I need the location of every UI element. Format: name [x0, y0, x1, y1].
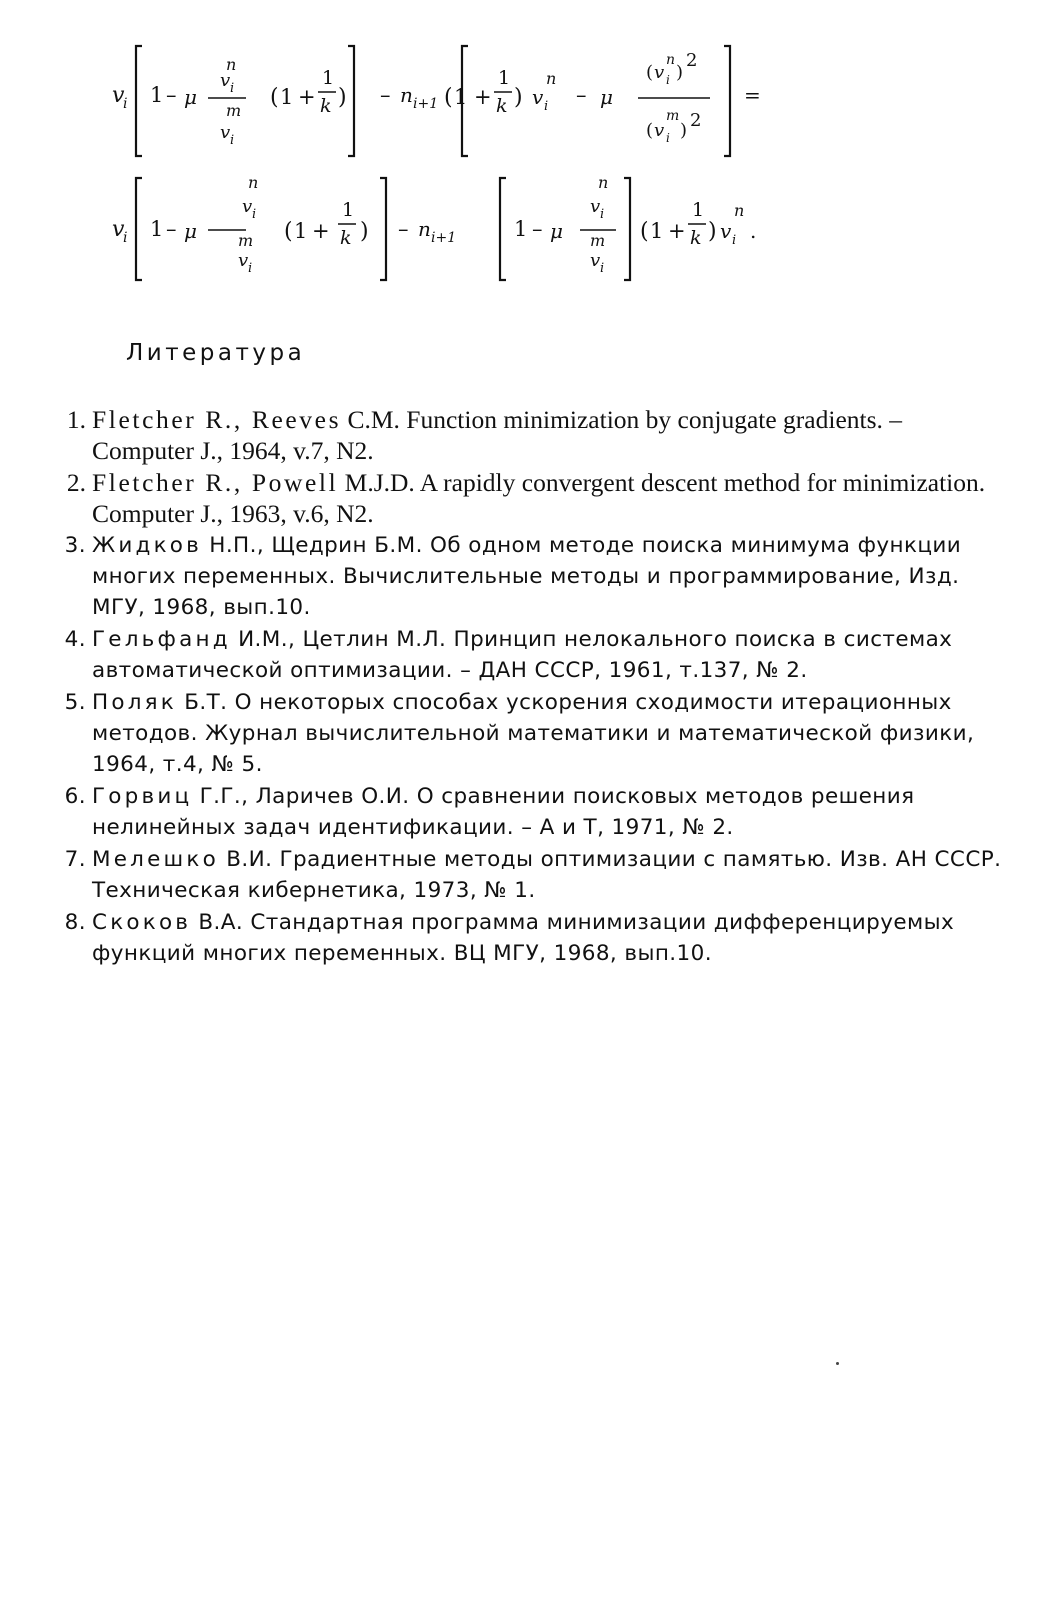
eq1-big-num-v: v — [654, 62, 665, 83]
eq1-big-num-i: i — [666, 73, 670, 87]
eq2-v: v — [112, 217, 125, 242]
reference-authors: Гельфанд — [92, 627, 231, 652]
reference-number: 3. — [64, 533, 86, 558]
eq1-m-bot: m — [226, 101, 242, 120]
eq1-paren2-open: ( — [444, 85, 453, 110]
eq1-big-num-open: ( — [646, 62, 654, 83]
eq2-plus-2: + — [668, 219, 686, 243]
eq2-m-bot: m — [238, 231, 254, 250]
reference-item — [46, 404, 1006, 466]
eq1-minus-3: – — [576, 83, 587, 107]
bracket-right-4 — [624, 178, 630, 280]
reference-item — [46, 687, 1006, 780]
eq2-frac2-num: 1 — [692, 199, 705, 221]
bracket-left-3 — [136, 178, 142, 280]
reference-authors: Fletcher R., Powell — [92, 468, 339, 497]
eq2-n: n — [418, 217, 431, 241]
eq1-vn-sub: i — [544, 99, 549, 114]
eq1-big-den-v: v — [654, 120, 665, 141]
reference-number: 6. — [64, 784, 86, 809]
reference-number: 5. — [64, 690, 86, 715]
bracket-right-3 — [380, 178, 386, 280]
eq1-minus: – — [166, 83, 177, 107]
eq1-plus-2: + — [474, 85, 492, 109]
eq1-minus-2: – — [380, 83, 391, 107]
eq2-period: . — [750, 219, 757, 243]
reference-text: Г.Г., Ларичев О.И. О сравнении поисковых методов решения нелинейных задач идентификации. – А и Т, 1971, № 2. — [92, 784, 915, 840]
reference-number: 8. — [64, 910, 86, 935]
eq1-paren-close: ) — [338, 85, 347, 110]
eq1-big-den-m: m — [666, 108, 680, 124]
eq1-big-den-2: 2 — [690, 110, 702, 131]
eq1-frac2-num: 1 — [498, 67, 511, 89]
eq2-plus: + — [312, 219, 330, 243]
reference-text: В.И. Градиентные методы оптимизации с памятью. Изв. АН СССР. Техническая кибернетика, 1973, № 1. — [92, 847, 1002, 903]
reference-text: Н.П., Щедрин Б.М. Об одном методе поиска минимума функции многих переменных. Вычислительные методы и программирование, Изд. МГУ, 1968, вып.10. — [92, 533, 962, 620]
formula-block — [80, 40, 800, 290]
eq1-big-num-close: ) — [676, 62, 684, 83]
eq1-big-den-close: ) — [680, 120, 688, 141]
reference-item — [46, 467, 1006, 529]
eq1-paren-open: ( — [270, 85, 279, 110]
eq2-v-sub: i — [123, 230, 128, 246]
reference-number: 2. — [66, 468, 86, 497]
eq2-minus: – — [166, 217, 177, 241]
eq2-i-top: i — [252, 207, 257, 222]
eq2-one: 1 — [150, 217, 164, 241]
eq1-v-bot: v — [220, 122, 231, 143]
eq1-big-num-2: 2 — [686, 50, 698, 71]
eq1-frac1-k: k — [320, 95, 332, 117]
eq2-n-sub: i+1 — [431, 230, 457, 246]
eq2-one-c: 1 — [514, 217, 528, 241]
reference-item — [46, 781, 1006, 843]
eq2-vn: v — [720, 219, 732, 243]
eq1-frac2-k: k — [496, 95, 508, 117]
eq1-n: n — [400, 83, 413, 107]
reference-text: M.J.D. A rapidly convergent descent method for minimization. Computer J., 1963, v.6, N2. — [92, 468, 986, 528]
bracket-right-1 — [348, 46, 354, 156]
eq2-i-bot: i — [248, 261, 253, 276]
eq2-frac-num: 1 — [342, 199, 355, 221]
eq1-equals: = — [744, 83, 761, 107]
reference-item — [46, 624, 1006, 686]
eq2-m-bot-2: m — [590, 231, 606, 250]
eq1-one-c: 1 — [454, 85, 468, 109]
reference-item — [46, 530, 1006, 623]
reference-text: Б.Т. О некоторых способах ускорения сходимости итерационных методов. Журнал вычислительной математики и математической физики, 1964, т.4, № 5. — [92, 690, 975, 777]
reference-text: В.А. Стандартная программа минимизации дифференцируемых функций многих переменных. ВЦ МГУ, 1968, вып.10. — [92, 910, 955, 966]
eq2-n-top: n — [248, 173, 259, 192]
reference-authors: Fletcher R., Reeves — [92, 405, 342, 434]
eq2-paren2-open: ( — [640, 219, 649, 244]
reference-authors: Мелешко — [92, 847, 219, 872]
eq1-n-sub: i+1 — [413, 96, 439, 112]
eq1-mu: μ — [184, 85, 197, 109]
scan-speck — [836, 1362, 839, 1365]
eq2-minus-3: – — [532, 217, 543, 241]
eq1-v-sub: i — [123, 96, 128, 112]
eq1-i-bot: i — [230, 133, 235, 148]
eq1-frac1-num: 1 — [322, 67, 335, 89]
eq1-v: v — [112, 83, 125, 108]
reference-item — [46, 907, 1006, 969]
eq1-mu-2: μ — [600, 85, 613, 109]
eq2-i-top-2: i — [600, 207, 605, 222]
eq1-big-den-i: i — [666, 131, 670, 145]
eq1-plus: + — [298, 85, 316, 109]
reference-text: И.М., Цетлин М.Л. Принцип нелокального поиска в системах автоматической оптимизации. – ДАН СССР, 1961, т.137, № 2. — [92, 627, 953, 683]
reference-authors: Горвиц — [92, 784, 193, 809]
section-title: Литература — [126, 340, 306, 366]
eq1-n-top: n — [226, 55, 237, 74]
eq2-frac2-k: k — [690, 227, 702, 249]
eq2-vn-sub: i — [732, 233, 737, 248]
eq2-paren2-close: ) — [708, 219, 717, 244]
eq2-mu: μ — [184, 219, 197, 243]
references-list — [46, 404, 1006, 970]
eq1-paren2-close: ) — [514, 85, 523, 110]
eq1-one: 1 — [150, 83, 164, 107]
eq2-i-bot-2: i — [600, 261, 605, 276]
eq1-v-top: v — [220, 70, 231, 91]
eq1-one-b: 1 — [280, 85, 294, 109]
eq1-big-den-open: ( — [646, 120, 654, 141]
reference-authors: Скоков — [92, 910, 192, 935]
eq2-v-top: v — [242, 196, 253, 217]
eq2-one-b: 1 — [294, 219, 308, 243]
bracket-right-2 — [724, 46, 730, 156]
eq1-vn-sup: n — [546, 69, 557, 88]
reference-item — [46, 844, 1006, 906]
eq2-paren-open: ( — [284, 219, 293, 244]
eq2-frac-k: k — [340, 227, 352, 249]
reference-number: 1. — [66, 405, 86, 434]
eq2-v-bot-2: v — [590, 250, 601, 271]
equation — [80, 40, 800, 290]
eq1-vn: v — [532, 85, 544, 109]
eq2-minus-2: – — [398, 217, 409, 241]
eq2-n-top-2: n — [598, 173, 609, 192]
reference-authors: Поляк — [92, 690, 177, 715]
eq2-mu-2: μ — [550, 219, 563, 243]
eq2-paren-close: ) — [360, 219, 369, 244]
eq1-i-top: i — [230, 81, 235, 96]
eq2-vn-sup: n — [734, 201, 745, 220]
bracket-left-1 — [136, 46, 142, 156]
reference-number: 7. — [64, 847, 86, 872]
bracket-left-4 — [500, 178, 506, 280]
eq1-big-num-n: n — [666, 52, 676, 68]
eq2-v-bot: v — [238, 250, 249, 271]
reference-number: 4. — [64, 627, 86, 652]
eq2-v-top-2: v — [590, 196, 601, 217]
reference-text: C.M. Function minimization by conjugate gradients. – Computer J., 1964, v.7, N2. — [92, 405, 903, 465]
reference-authors: Жидков — [92, 533, 203, 558]
eq2-one-d: 1 — [650, 219, 664, 243]
